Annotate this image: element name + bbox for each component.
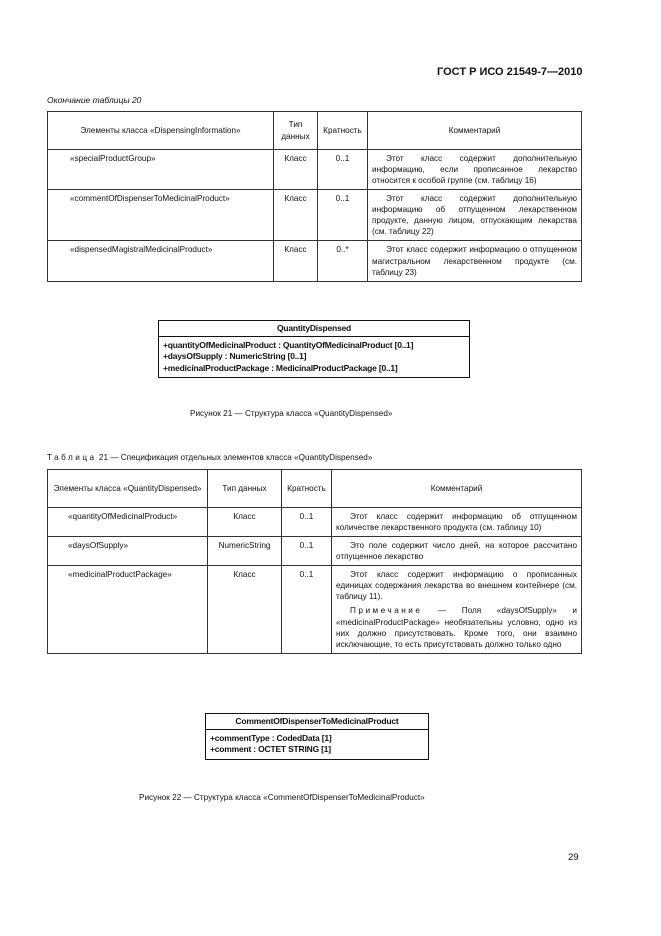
column-header: Кратность [282, 470, 332, 508]
comment-cell [332, 566, 582, 653]
table-header-row [48, 470, 582, 508]
comment-cell: Этот класс содержит дополнительную информацию об отпущенном лекарственном продукте, данную лицом, отпускающим лекарства (см. таблицу 22) [368, 190, 582, 241]
table-row [48, 241, 582, 281]
column-header: Тип данных [274, 112, 318, 150]
multiplicity-cell: 0..1 [318, 190, 368, 241]
table20 [47, 111, 582, 282]
type-cell: Класс [274, 150, 318, 190]
uml-attribute: +medicinalProductPackage : MedicinalProductPackage [0..1] [163, 362, 398, 373]
table-row [48, 566, 582, 653]
uml-attribute: +daysOfSupply : NumericString [0..1] [163, 351, 307, 362]
table-row [48, 537, 582, 566]
element-cell: «medicinalProductPackage» [48, 566, 208, 653]
table21-caption-text: 21 — Спецификация отдельных элементов класса «QuantityDispensed» [98, 453, 373, 462]
uml-attributes [206, 730, 428, 759]
table21-caption-prefix: Таблица [47, 453, 97, 462]
uml-class-name: QuantityDispensed [159, 321, 469, 337]
table-row [48, 508, 582, 537]
uml-attribute: +quantityOfMedicinalProduct : QuantityOfMedicinalProduct [0..1] [163, 340, 414, 350]
uml-class-name: CommentOfDispenserToMedicinalProduct [206, 714, 428, 730]
figure21-caption: Рисунок 21 — Структура класса «QuantityDispensed» [190, 409, 393, 418]
type-cell: Класс [274, 241, 318, 281]
type-cell: Класс [274, 190, 318, 241]
uml-attributes [159, 337, 469, 377]
element-cell: «daysOfSupply» [48, 537, 208, 566]
element-cell: «specialProductGroup» [48, 150, 274, 190]
multiplicity-cell: 0..* [318, 241, 368, 281]
multiplicity-cell: 0..1 [282, 537, 332, 566]
type-cell: NumericString [208, 537, 282, 566]
element-cell: «commentOfDispenserToMedicinalProduct» [48, 190, 274, 241]
uml-attribute: +commentType : CodedData [1] [210, 733, 332, 743]
comment-text: Этот класс содержит информацию о прописанных единицах содержания лекарства во внешнем контейнере (см. таблицу 11). [336, 570, 577, 602]
table-header-row [48, 112, 582, 150]
comment-cell: Этот класс содержит информацию об отпущенном количестве лекарственного продукта (см. таблицу 10) [332, 508, 582, 537]
uml-class-quantity-dispensed [158, 320, 470, 378]
note [336, 605, 577, 649]
table20-caption: Окончание таблицы 20 [47, 95, 142, 105]
comment-cell: Этот класс содержит дополнительную информацию, если прописанное лекарство относится к особой группе (см. таблицу 16) [368, 150, 582, 190]
multiplicity-cell: 0..1 [282, 566, 332, 653]
type-cell: Класс [208, 566, 282, 653]
page-number: 29 [568, 852, 579, 863]
multiplicity-cell: 0..1 [318, 150, 368, 190]
uml-class-comment-of-dispenser [205, 713, 429, 760]
comment-cell: Этот класс содержит информацию о отпущенном магистральном лекарственном продукте (см. таблицу 23) [368, 241, 582, 281]
table21 [47, 469, 582, 654]
note-text: — Поля «daysOfSupply» и «medicinalProductPackage» необязательны условно, одно из них должно присутствовать. Кроме того, они взаимно исключающие, то есть присутствовать должно только одно [336, 606, 577, 649]
type-cell: Класс [208, 508, 282, 537]
table-row [48, 150, 582, 190]
document-header: ГОСТ Р ИСО 21549-7—2010 [437, 66, 583, 78]
column-header: Комментарий [332, 470, 582, 508]
column-header: Комментарий [368, 112, 582, 150]
figure22-caption: Рисунок 22 — Структура класса «CommentOfDispenserToMedicinalProduct» [139, 793, 425, 802]
column-header: Элементы класса «QuantityDispensed» [48, 470, 208, 508]
element-cell: «quantityOfMedicinalProduct» [48, 508, 208, 537]
comment-cell: Это поле содержит число дней, на которое рассчитано отпущенное лекарство [332, 537, 582, 566]
table21-caption [47, 453, 372, 462]
multiplicity-cell: 0..1 [282, 508, 332, 537]
element-cell: «dispensedMagistralMedicinalProduct» [48, 241, 274, 281]
note-label: Примечание [350, 606, 423, 616]
column-header: Кратность [318, 112, 368, 150]
table-row [48, 190, 582, 241]
uml-attribute: +comment : OCTET STRING [1] [210, 744, 331, 755]
column-header: Тип данных [208, 470, 282, 508]
column-header: Элементы класса «DispensingInformation» [48, 112, 274, 150]
